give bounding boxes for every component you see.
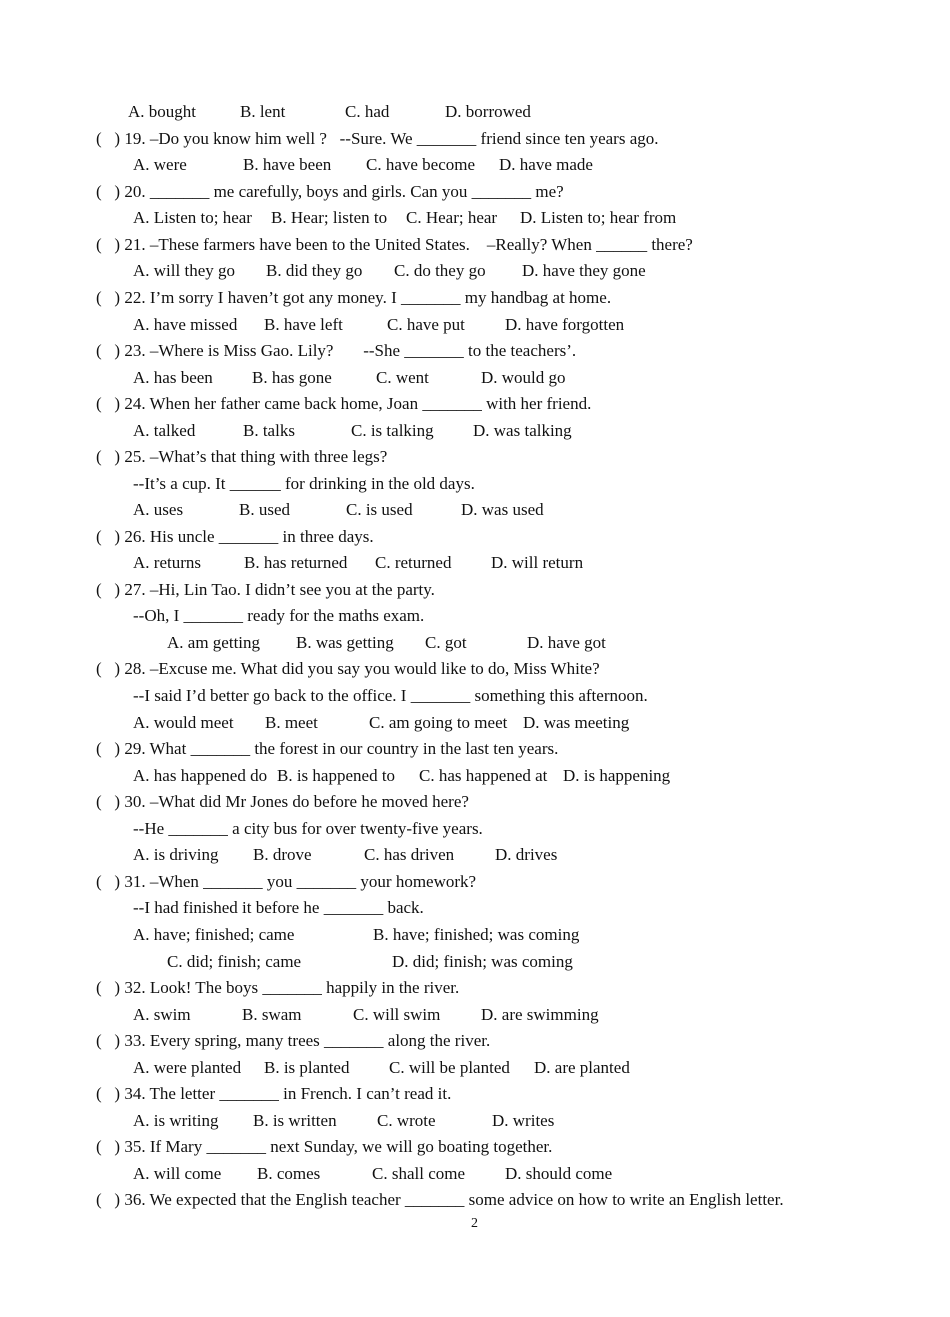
dialogue-reply: --He _______ a city bus for over twenty-five years. <box>133 819 483 838</box>
answer-option: A. have missed <box>133 315 238 334</box>
answer-option: C. am going to meet <box>369 713 508 732</box>
answer-options <box>0 208 950 228</box>
answer-option: B. have been <box>243 155 332 174</box>
answer-option: C. did; finish; came <box>167 952 302 971</box>
answer-option: D. was used <box>461 500 544 519</box>
answer-options <box>0 1164 950 1184</box>
answer-option: D. should come <box>505 1164 613 1183</box>
answer-option: A. swim <box>133 1005 191 1024</box>
answer-options <box>0 261 950 281</box>
answer-options <box>0 155 950 175</box>
answer-option: A. is writing <box>133 1111 219 1130</box>
answer-option: C. has driven <box>364 845 455 864</box>
answer-options <box>0 1058 950 1078</box>
answer-options <box>0 1111 950 1131</box>
answer-option: B. lent <box>240 102 286 121</box>
answer-option: B. talks <box>243 421 295 440</box>
answer-option: A. will come <box>133 1164 222 1183</box>
answer-options <box>0 368 950 388</box>
answer-options <box>0 845 950 865</box>
answer-option: C. will be planted <box>389 1058 510 1077</box>
answer-option: C. wrote <box>377 1111 436 1130</box>
question-stem: ( ) 36. We expected that the English teacher _______ some advice on how to write an English letter. <box>96 1190 784 1209</box>
answer-option: C. Hear; hear <box>406 208 498 227</box>
answer-option: A. has been <box>133 368 213 387</box>
question-stem: ( ) 34. The letter _______ in French. I can’t read it. <box>96 1084 452 1103</box>
answer-option: A. uses <box>133 500 184 519</box>
answer-option: D. are planted <box>534 1058 630 1077</box>
answer-option: B. Hear; listen to <box>271 208 388 227</box>
answer-option: B. swam <box>242 1005 302 1024</box>
answer-option: D. will return <box>491 553 584 572</box>
answer-options <box>0 925 950 945</box>
answer-option: B. is written <box>253 1111 337 1130</box>
answer-options <box>0 315 950 335</box>
answer-option: B. has gone <box>252 368 332 387</box>
answer-option: C. have put <box>387 315 465 334</box>
answer-option: A. would meet <box>133 713 234 732</box>
answer-option: D. have made <box>499 155 593 174</box>
answer-option: D. borrowed <box>445 102 531 121</box>
page-number: 2 <box>471 1216 478 1231</box>
answer-option: C. do they go <box>394 261 486 280</box>
answer-option: C. is talking <box>351 421 434 440</box>
answer-option: C. is used <box>346 500 413 519</box>
answer-option: A. will they go <box>133 261 235 280</box>
answer-option: A. talked <box>133 421 196 440</box>
answer-option: B. is planted <box>264 1058 350 1077</box>
question-stem: ( ) 25. –What’s that thing with three legs? <box>96 447 388 466</box>
answer-option: D. drives <box>495 845 558 864</box>
question-stem: ( ) 20. _______ me carefully, boys and girls. Can you _______ me? <box>96 182 564 201</box>
question-stem: ( ) 35. If Mary _______ next Sunday, we will go boating together. <box>96 1137 553 1156</box>
answer-option: C. returned <box>375 553 452 572</box>
answer-options <box>0 633 950 653</box>
answer-option: A. have; finished; came <box>133 925 295 944</box>
answer-option: A. bought <box>128 102 196 121</box>
question-stem: ( ) 32. Look! The boys _______ happily in the river. <box>96 978 460 997</box>
question-stem: ( ) 31. –When _______ you _______ your homework? <box>96 872 477 891</box>
dialogue-reply: --I had finished it before he _______ back. <box>133 898 424 917</box>
answer-option: C. has happened at <box>419 766 548 785</box>
question-stem: ( ) 19. –Do you know him well ? --Sure. We _______ friend since ten years ago. <box>96 129 659 148</box>
answer-option: D. have they gone <box>522 261 646 280</box>
answer-option: B. have; finished; was coming <box>373 925 580 944</box>
answer-option: B. is happened to <box>277 766 396 785</box>
answer-options <box>0 766 950 786</box>
answer-option: A. is driving <box>133 845 219 864</box>
answer-option: C. got <box>425 633 467 652</box>
question-stem: ( ) 29. What _______ the forest in our country in the last ten years. <box>96 739 559 758</box>
answer-option: D. is happening <box>563 766 671 785</box>
answer-options <box>0 952 950 972</box>
answer-option: C. will swim <box>353 1005 441 1024</box>
answer-option: B. drove <box>253 845 312 864</box>
answer-option: A. returns <box>133 553 201 572</box>
answer-option: D. Listen to; hear from <box>520 208 677 227</box>
answer-options <box>0 102 950 122</box>
answer-option: D. would go <box>481 368 566 387</box>
answer-option: C. shall come <box>372 1164 466 1183</box>
question-stem: ( ) 30. –What did Mr Jones do before he moved here? <box>96 792 469 811</box>
question-stem: ( ) 28. –Excuse me. What did you say you would like to do, Miss White? <box>96 659 600 678</box>
question-stem: ( ) 33. Every spring, many trees _______ along the river. <box>96 1031 491 1050</box>
dialogue-reply: --Oh, I _______ ready for the maths exam. <box>133 606 425 625</box>
answer-option: B. has returned <box>244 553 348 572</box>
answer-option: B. have left <box>264 315 343 334</box>
answer-options <box>0 553 950 573</box>
question-stem: ( ) 26. His uncle _______ in three days. <box>96 527 374 546</box>
question-stem: ( ) 27. –Hi, Lin Tao. I didn’t see you at the party. <box>96 580 435 599</box>
answer-option: D. writes <box>492 1111 555 1130</box>
answer-option: B. was getting <box>296 633 394 652</box>
question-stem: ( ) 22. I’m sorry I haven’t got any money. I _______ my handbag at home. <box>96 288 612 307</box>
answer-option: D. was meeting <box>523 713 630 732</box>
answer-option: A. am getting <box>167 633 261 652</box>
answer-options <box>0 421 950 441</box>
answer-option: B. comes <box>257 1164 321 1183</box>
answer-option: C. had <box>345 102 390 121</box>
dialogue-reply: --It’s a cup. It ______ for drinking in the old days. <box>133 474 475 493</box>
answer-option: B. did they go <box>266 261 363 280</box>
answer-option: D. did; finish; was coming <box>392 952 573 971</box>
answer-option: D. have forgotten <box>505 315 625 334</box>
answer-option: B. used <box>239 500 290 519</box>
answer-option: B. meet <box>265 713 318 732</box>
answer-option: A. Listen to; hear <box>133 208 252 227</box>
question-stem: ( ) 23. –Where is Miss Gao. Lily? --She _______ to the teachers’. <box>96 341 577 360</box>
answer-options <box>0 500 950 520</box>
answer-option: C. have become <box>366 155 476 174</box>
answer-option: D. have got <box>527 633 606 652</box>
answer-option: A. has happened do <box>133 766 268 785</box>
question-stem: ( ) 24. When her father came back home, Joan _______ with her friend. <box>96 394 592 413</box>
question-stem: ( ) 21. –These farmers have been to the United States. –Really? When ______ there? <box>96 235 693 254</box>
answer-option: A. were planted <box>133 1058 242 1077</box>
answer-options <box>0 1005 950 1025</box>
answer-option: A. were <box>133 155 187 174</box>
answer-option: D. are swimming <box>481 1005 599 1024</box>
answer-option: D. was talking <box>473 421 572 440</box>
answer-options <box>0 713 950 733</box>
dialogue-reply: --I said I’d better go back to the office. I _______ something this afternoon. <box>133 686 648 705</box>
answer-option: C. went <box>376 368 429 387</box>
